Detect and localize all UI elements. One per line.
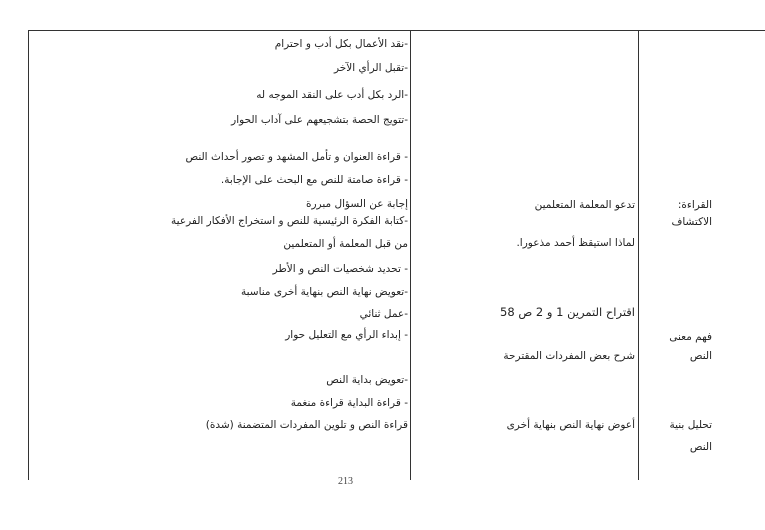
column-divider-2 (638, 30, 639, 480)
activity-text: من قبل المعلمة أو المتعلمين (283, 238, 408, 250)
table-top-border (28, 30, 765, 31)
teacher-text: اقتراح التمرين 1 و 2 ص 58 (500, 305, 635, 319)
stage-label: النص (689, 350, 712, 362)
stage-label: فهم معنى (669, 331, 712, 343)
activity-text: -نقد الأعمال بكل أدب و احترام (274, 38, 408, 50)
activity-text: - قراءة صامتة للنص مع البحث على الإجابة. (220, 174, 408, 186)
activity-text: قراءة النص و تلوين المفردات المتضمنة (شدة) (205, 419, 408, 431)
column-divider-1 (410, 30, 411, 480)
page-number: 213 (338, 476, 353, 487)
activity-text: -تعويض نهاية النص بنهاية أخرى مناسبة (240, 286, 408, 298)
activity-text: -كتابة الفكرة الرئيسية للنص و استخراج الأفكار الفرعية (171, 215, 408, 227)
activity-text: - قراءة البداية قراءة منغمة (290, 397, 408, 409)
activity-text: -تعويض بداية النص (326, 374, 408, 386)
activity-text: إجابة عن السؤال مبررة (305, 198, 408, 210)
activity-text: -تتويج الحصة بتشجيعهم على آداب الحوار (231, 114, 408, 126)
table-left-border (28, 30, 29, 480)
teacher-text: تدعو المعلمة المتعلمين (534, 199, 635, 211)
teacher-text: لماذا استيقظ أحمد مذعورا. (516, 237, 635, 249)
activity-text: - إبداء الرأي مع التعليل حوار (285, 329, 408, 341)
teacher-text: أعوض نهاية النص بنهاية أخرى (506, 419, 635, 431)
activity-text: -عمل ثنائي (359, 308, 408, 320)
stage-label: الاكتشاف (671, 216, 712, 228)
activity-text: - تحديد شخصيات النص و الأطر (272, 263, 408, 275)
activity-text: -تقبل الرأي الآخر (333, 62, 408, 74)
stage-label: القراءة: (677, 199, 712, 211)
stage-label: تحليل بنية (669, 419, 712, 431)
stage-label: النص (689, 441, 712, 453)
activity-text: - قراءة العنوان و تأمل المشهد و تصور أحداث النص (185, 151, 408, 163)
activity-text: -الرد بكل أدب على النقد الموجه له (256, 89, 408, 101)
teacher-text: شرح بعض المفردات المقترحة (503, 350, 635, 362)
